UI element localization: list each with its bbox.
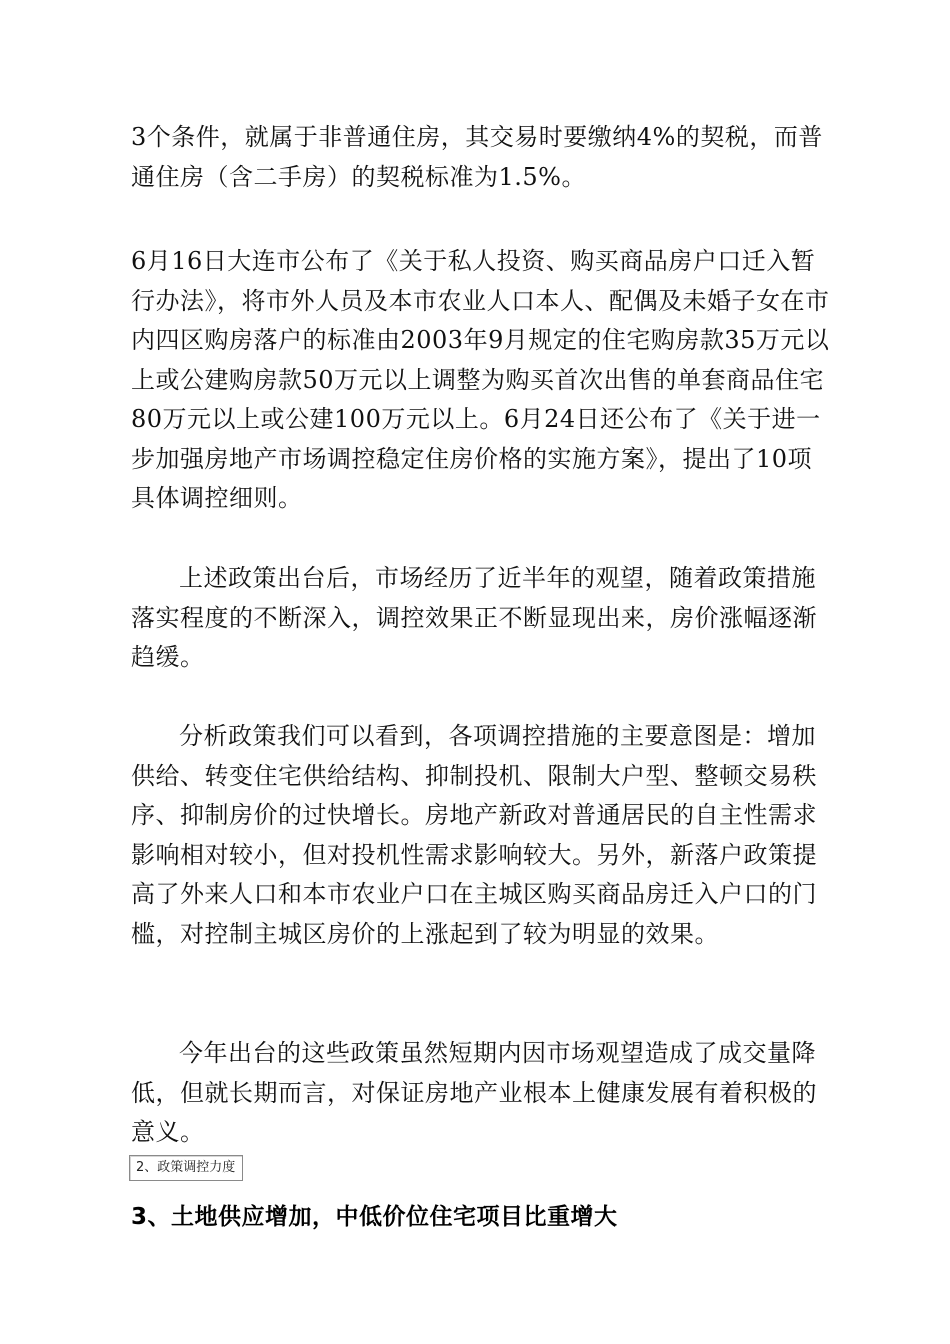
embedded-figure-frame[interactable] [129,1155,243,1181]
body-paragraph: 今年出台的这些政策虽然短期内因市场观望造成了成交量降低，但就长期而言，对保证房地产业根本上健康发展有着积极的意义。 [131,1039,817,1146]
body-paragraph: 6月16日大连市公布了《关于私人投资、购买商品房户口迁入暂行办法》，将市外人员及本市农业人口本人、配偶及未婚子女在市内四区购房落户的标准由2003年9月规定的住宅购房款35万元以上或公建购房款50万元以上调整为购买首次出售的单套商品住宅80万元以上或公建100万元以上。6月24日还公布了《关于进一步加强房地产市场调控稳定住房价格的实施方案》，提出了10项具体调控细则。 [131,247,830,512]
body-paragraph: 分析政策我们可以看到，各项调控措施的主要意图是：增加供给、转变住宅供给结构、抑制投机、限制大户型、整顿交易秩序、抑制房价的过快增长。房地产新政对普通居民的自主性需求影响相对较小，但对投机性需求影响较大。另外，新落户政策提高了外来人口和本市农业户口在主城区购买商品房迁入户口的门槛，对控制主城区房价的上涨起到了较为明显的效果。 [131,722,817,948]
body-paragraph: 3个条件，就属于非普通住房，其交易时要缴纳4%的契税，而普通住房（含二手房）的契税标准为1.5%。 [131,123,823,191]
body-paragraph: 上述政策出台后，市场经历了近半年的观望，随着政策措施落实程度的不断深入，调控效果正不断显现出来，房价涨幅逐渐趋缓。 [131,564,817,671]
section-heading: 3、土地供应增加，中低价位住宅项目比重增大 [131,1204,618,1230]
embedded-figure-caption: 2、政策调控力度 [136,1160,236,1175]
